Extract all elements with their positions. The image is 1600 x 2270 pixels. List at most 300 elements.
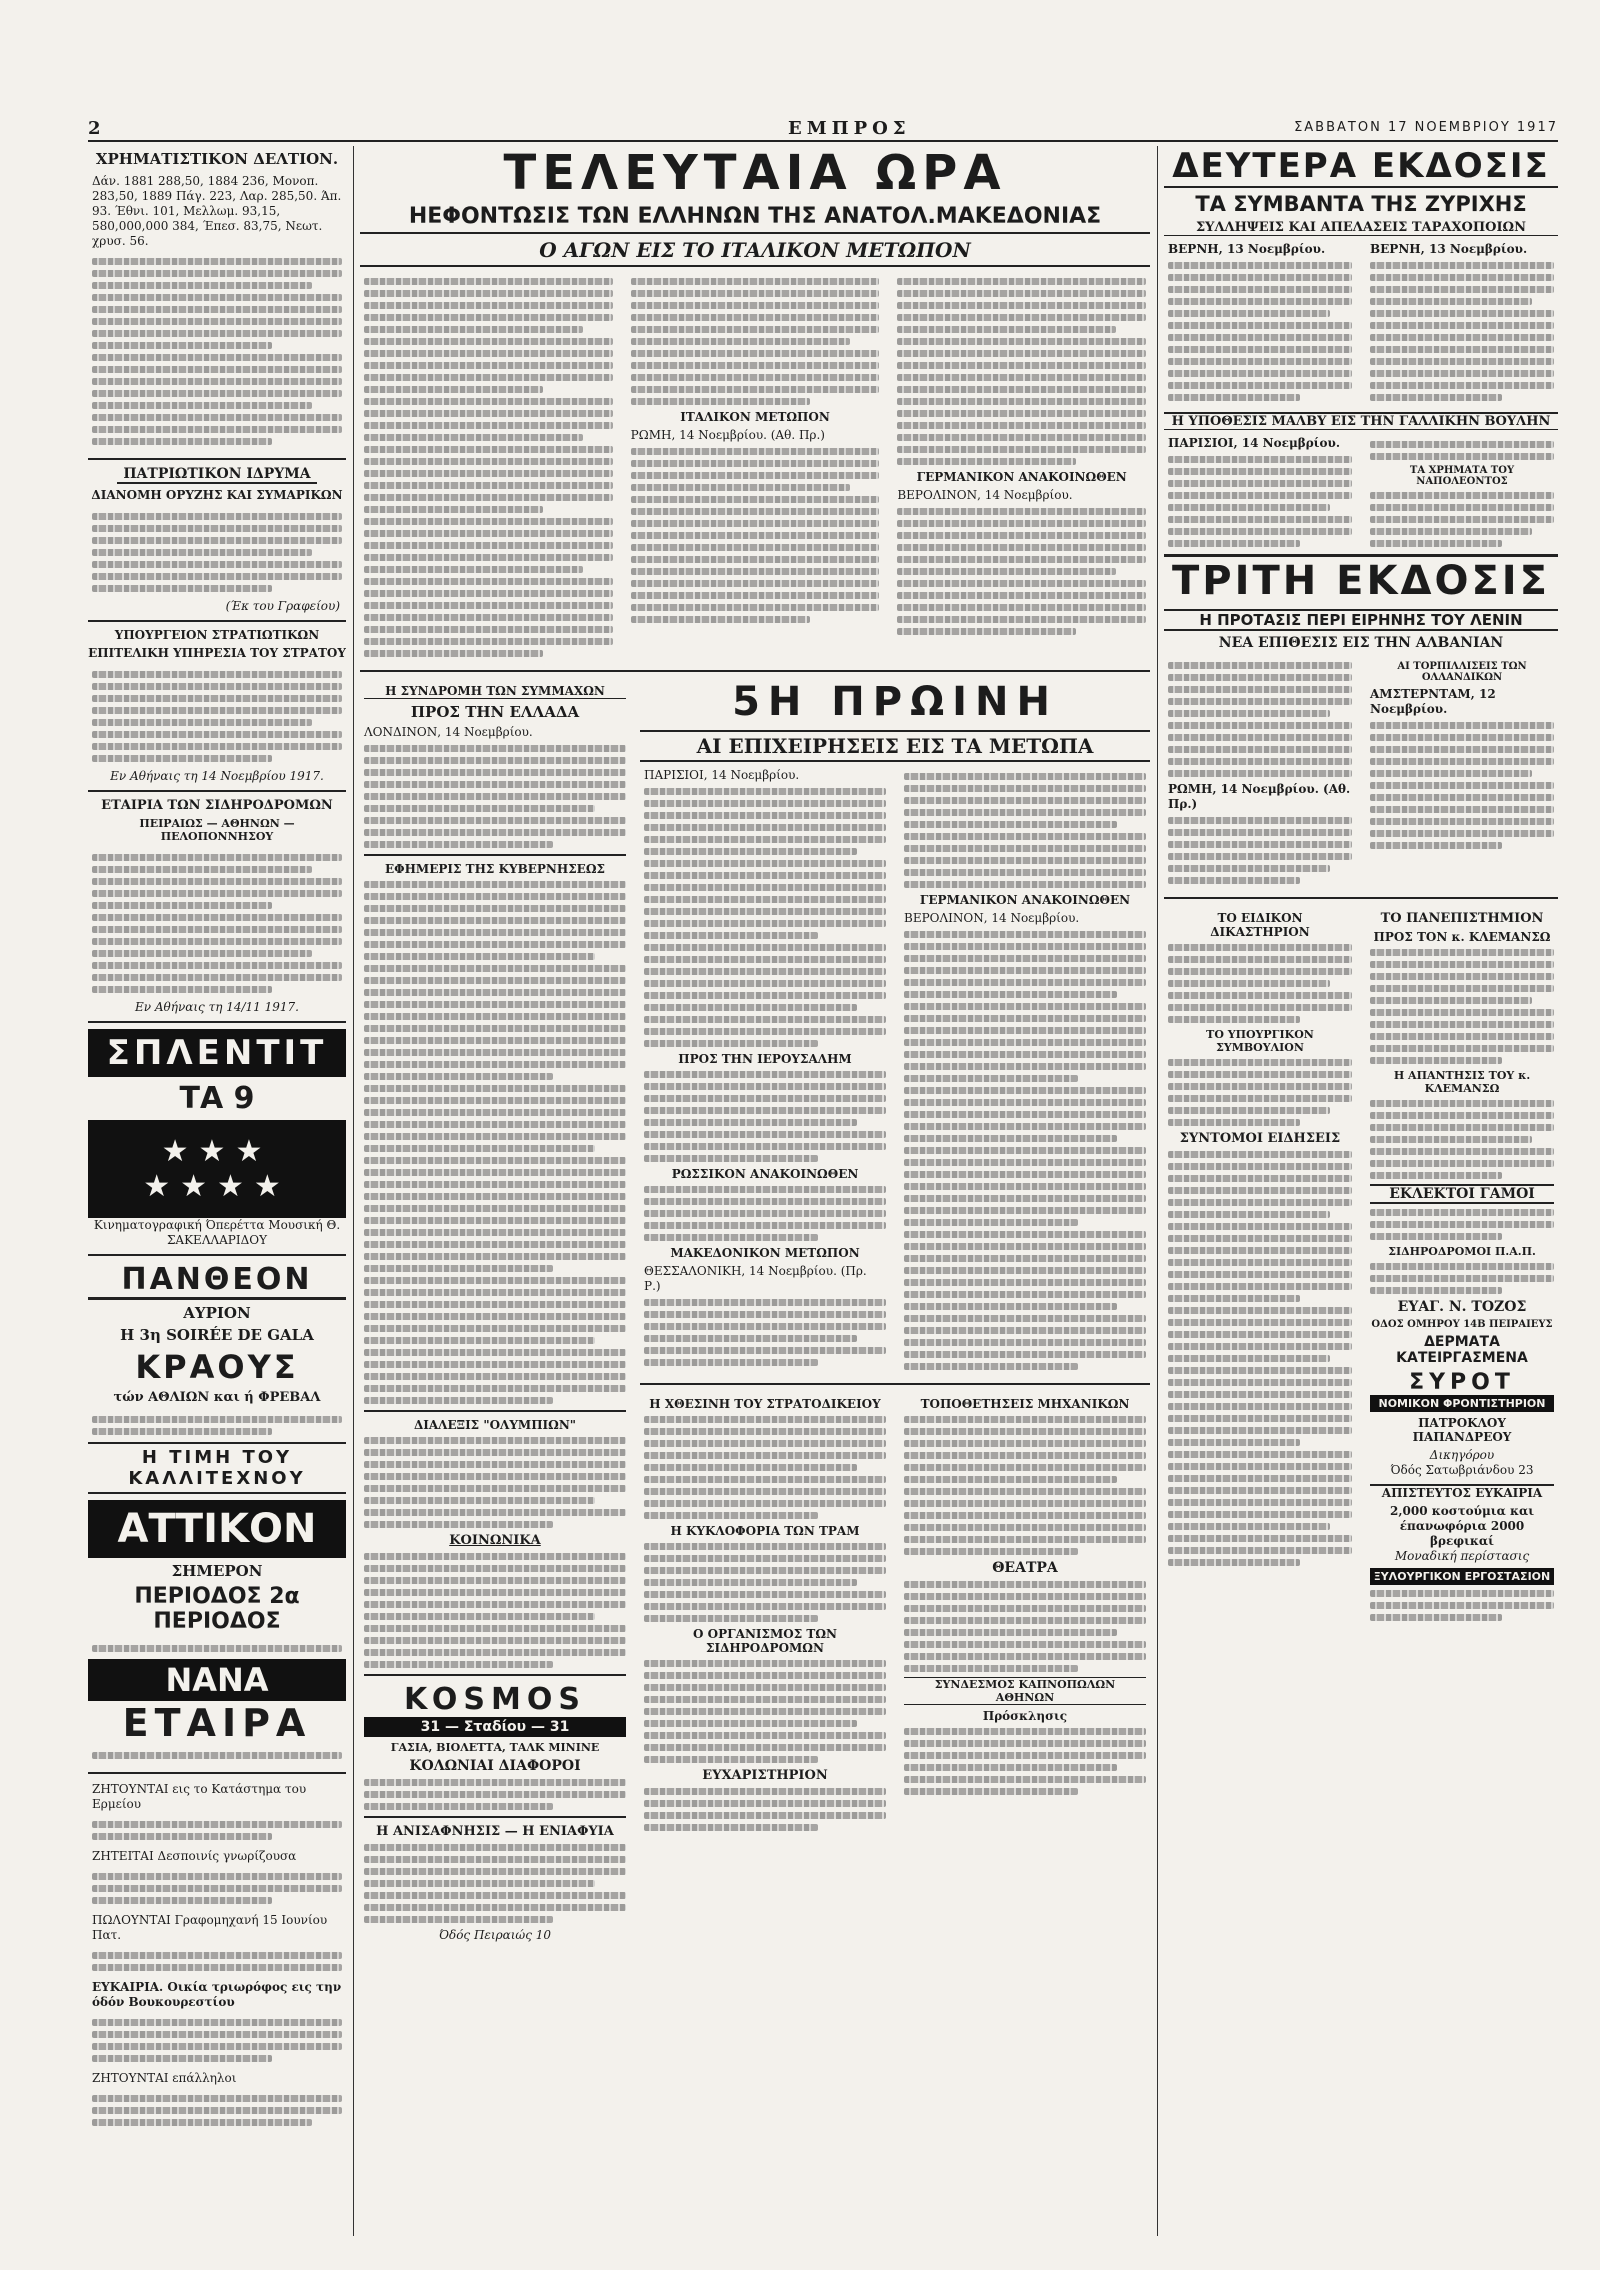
text-line <box>1168 456 1352 463</box>
text-line <box>644 1660 886 1667</box>
text-line <box>644 1603 886 1610</box>
street-address: Όδός Πειραιώς 10 <box>438 1928 552 1942</box>
edition-subtitle: ΑΙ ΕΠΙΧΕΙΡΗΣΕΙΣ ΕΙΣ ΤΑ ΜΕΤΩΠΑ <box>640 730 1150 762</box>
text-line <box>644 1155 818 1162</box>
text-line <box>1370 1209 1554 1216</box>
text-line <box>1168 1271 1352 1278</box>
text-line <box>364 1373 626 1380</box>
text-line <box>644 1756 818 1763</box>
university-title: ΤΟ ΠΑΝΕΠΙΣΤΗΜΙΟΝ <box>1380 911 1544 926</box>
text-line <box>904 1219 1078 1226</box>
text-line <box>904 1075 1078 1082</box>
classified-1: ΖΗΤΟΥΝΤΑΙ εις το Κατάστημα του Ερμείου <box>92 1782 307 1811</box>
text-line <box>1168 1071 1352 1078</box>
text-line <box>1168 1391 1352 1398</box>
lawyer-ad-name: ΠΑΤΡΟΚΛΟΥ ΠΑΠΑΝΔΡΕΟΥ <box>1412 1416 1512 1444</box>
text-line <box>904 1303 1117 1310</box>
text-line <box>631 592 880 599</box>
text-line <box>92 270 342 277</box>
text-line <box>904 1183 1146 1190</box>
special-court-title: ΤΟ ΕΙΔΙΚΟΝ ΔΙΚΑΣΤΗΡΙΟΝ <box>1210 911 1310 939</box>
russian-communique-title: ΡΩΣΣΙΚΟΝ ΑΝΑΚΟΙΝΩΘΕΝ <box>671 1167 859 1181</box>
text-line <box>364 817 626 824</box>
text-line <box>364 326 583 333</box>
text-line <box>1168 274 1352 281</box>
text-line <box>1168 1247 1352 1254</box>
splendid-ad-time: ΤΑ 9 <box>179 1081 255 1116</box>
center-left-subcolumn <box>360 678 630 1945</box>
text-line <box>1168 853 1352 860</box>
text-line <box>644 1299 886 1306</box>
text-line <box>904 955 1146 962</box>
text-line <box>904 1171 1146 1178</box>
text-line <box>364 302 613 309</box>
text-line <box>364 1061 626 1068</box>
text-line <box>1168 1175 1352 1182</box>
text-line <box>1168 346 1352 353</box>
text-line <box>364 1791 626 1798</box>
text-line <box>1168 1415 1352 1422</box>
text-line <box>644 1416 886 1423</box>
text-line <box>904 1243 1146 1250</box>
text-line <box>364 1013 626 1020</box>
text-line <box>1370 274 1554 281</box>
text-line <box>1168 686 1352 693</box>
text-line <box>1370 322 1554 329</box>
text-line <box>904 1536 1146 1543</box>
torpedoes-title: ΑΙ ΤΟΡΠΙΛΛΙΣΕΙΣ ΤΩΝ ΟΛΛΑΝΔΙΚΩΝ <box>1397 661 1527 683</box>
text-line <box>364 1521 553 1528</box>
text-line <box>364 1601 626 1608</box>
main-subheadline-2: Ο ΑΓΩΝ ΕΙΣ ΤΟ ΙΤΑΛΙΚΟΝ ΜΕΤΩΠΟΝ <box>360 238 1150 267</box>
text-line <box>897 422 1146 429</box>
kosmos-ad-items: ΓΑΣΙΑ, ΒΙΟΛΕΤΤΑ, ΤΑΛΚ ΜΙΝΙΝΕ <box>390 1741 600 1754</box>
text-line <box>92 306 342 313</box>
text-line <box>904 1464 1146 1471</box>
text-line <box>92 707 342 714</box>
newspaper-name: ΕΜΠΡΟΣ <box>788 118 911 139</box>
text-line <box>364 638 613 645</box>
text-line <box>1168 1235 1352 1242</box>
text-line <box>904 1063 1146 1070</box>
text-line <box>92 2107 342 2114</box>
text-line <box>364 554 613 561</box>
text-line <box>364 829 626 836</box>
text-line <box>904 1255 1146 1262</box>
text-line <box>92 950 312 957</box>
text-line <box>364 434 583 441</box>
text-line <box>631 374 880 381</box>
text-line <box>897 616 1146 623</box>
text-line <box>364 314 613 321</box>
text-line <box>644 1732 886 1739</box>
text-line <box>904 1039 1146 1046</box>
text-line <box>92 354 342 361</box>
text-line <box>631 568 880 575</box>
text-line <box>364 745 626 752</box>
text-line <box>364 1157 626 1164</box>
text-line <box>1168 829 1352 836</box>
text-line <box>1370 1033 1554 1040</box>
zurich-headline: ΤΑ ΣΥΜΒΑΝΤΑ ΤΗΣ ΖΥΡΙΧΗΣ <box>1195 192 1527 216</box>
text-line <box>644 1812 886 1819</box>
text-line <box>897 592 1146 599</box>
text-line <box>1168 1151 1352 1158</box>
text-line <box>1370 1172 1502 1179</box>
text-line <box>904 1135 1117 1142</box>
text-line <box>631 326 880 333</box>
text-line <box>1370 453 1554 460</box>
text-line <box>644 884 886 891</box>
text-line <box>644 1428 886 1435</box>
text-line <box>1168 1355 1330 1362</box>
text-line <box>904 1111 1146 1118</box>
text-line <box>1168 1523 1330 1530</box>
ministry-subtitle: ΕΠΙΤΕΛΙΚΗ ΥΠΗΡΕΣΙΑ ΤΟΥ ΣΤΡΑΤΟΥ <box>88 646 346 660</box>
text-line <box>364 422 613 429</box>
text-line <box>364 965 626 972</box>
text-line <box>92 402 312 409</box>
text-line <box>644 836 886 843</box>
syrot-ad-title: ΣΥΡΟΤ <box>1409 1370 1515 1395</box>
text-line <box>364 1217 626 1224</box>
text-line <box>1168 310 1330 317</box>
text-line <box>631 556 880 563</box>
text-line <box>904 1440 1146 1447</box>
napoleon-money-title: ΤΑ ΧΡΗΜΑΤΑ ΤΟΥ ΝΑΠΟΛΕΟΝΤΟΣ <box>1409 465 1515 487</box>
text-line <box>631 532 880 539</box>
announce-title: Πρόσκλησις <box>982 1709 1068 1723</box>
text-line <box>897 434 1146 441</box>
text-line <box>1168 1059 1352 1066</box>
text-line <box>1370 1590 1554 1597</box>
text-line <box>364 917 626 924</box>
pantheon-ad-day: ΑΥΡΙΟΝ <box>183 1304 251 1322</box>
text-line <box>1370 758 1554 765</box>
tozos-ad-address: ΟΔΟΣ ΟΜΗΡΟΥ 14Β ΠΕΙΡΑΙΕΥΣ <box>1371 1319 1553 1330</box>
text-line <box>364 1856 626 1863</box>
malvy-headline: Η ΥΠΟΘΕΣΙΣ ΜΑΛΒΥ ΕΙΣ ΤΗΝ ΓΑΛΛΙΚΗΝ ΒΟΥΛΗΝ <box>1164 412 1558 430</box>
text-line <box>631 460 880 467</box>
splendid-ad-title: ΣΠΛΕΝΤΙΤ <box>88 1029 346 1077</box>
text-line <box>1370 1045 1554 1052</box>
text-line <box>631 520 880 527</box>
text-line <box>364 1844 626 1851</box>
text-line <box>644 1708 886 1715</box>
text-line <box>644 1500 886 1507</box>
text-line <box>644 1615 818 1622</box>
text-line <box>904 1488 1146 1495</box>
lawyer-ad-address: Όδός Σατωβριάνδου 23 <box>1390 1463 1534 1477</box>
text-line <box>1370 346 1554 353</box>
text-line <box>631 496 880 503</box>
text-line <box>904 1653 1146 1660</box>
text-line <box>364 542 613 549</box>
leather-ad-title: ΔΕΡΜΑΤΑ ΚΑΤΕΙΡΓΑΣΜΕΝΑ <box>1396 1334 1528 1366</box>
text-line <box>1370 262 1554 269</box>
text-line <box>1168 817 1352 824</box>
text-line <box>904 1641 1146 1648</box>
text-line <box>904 1351 1146 1358</box>
text-line <box>1168 1119 1300 1126</box>
text-line <box>364 1613 595 1620</box>
text-line <box>92 1416 342 1423</box>
albania-headline: ΝΕΑ ΕΠΙΘΕΣΙΣ ΕΙΣ ΤΗΝ ΑΛΒΑΝΙΑΝ <box>1218 635 1504 651</box>
text-line <box>1370 818 1554 825</box>
text-line <box>1168 1343 1352 1350</box>
text-line <box>644 908 886 915</box>
text-line <box>1168 944 1352 951</box>
text-line <box>644 1512 818 1519</box>
text-line <box>1370 770 1532 777</box>
text-line <box>904 1015 1146 1022</box>
thanks-title: ΕΥΧΑΡΙΣΤΗΡΙΟΝ <box>702 1768 828 1783</box>
text-line <box>1370 734 1554 741</box>
text-line <box>644 872 886 879</box>
text-line <box>364 1253 626 1260</box>
text-line <box>364 1868 626 1875</box>
bern-dateline-2: ΒΕΡΝΗ, 13 Νοεμβρίου. <box>1370 242 1528 256</box>
text-line <box>631 448 880 455</box>
text-line <box>364 374 613 381</box>
text-line <box>364 1565 626 1572</box>
text-line <box>904 869 1146 876</box>
classified-2: ΖΗΤΕΙΤΑΙ Δεσποινίς γνωρίζουσα <box>92 1849 297 1863</box>
text-line <box>364 1916 553 1923</box>
text-line <box>364 506 543 513</box>
university-subtitle: ΠΡΟΣ ΤΟΝ κ. ΚΛΕΜΑΝΣΩ <box>1373 930 1551 944</box>
text-line <box>1168 358 1352 365</box>
kosmos-ad-title: KOSMOS <box>404 1682 586 1717</box>
text-line <box>631 314 880 321</box>
text-line <box>364 1880 595 1887</box>
text-line <box>364 1661 553 1668</box>
text-line <box>904 1195 1146 1202</box>
text-line <box>92 962 342 969</box>
text-line <box>92 537 342 544</box>
text-line <box>92 390 342 397</box>
text-line <box>364 398 613 405</box>
text-line <box>1370 310 1554 317</box>
text-line <box>644 1311 886 1318</box>
text-line <box>644 848 857 855</box>
text-line <box>92 573 342 580</box>
text-line <box>364 1133 626 1140</box>
text-line <box>92 294 342 301</box>
text-line <box>904 797 1146 804</box>
text-line <box>644 1359 818 1366</box>
text-line <box>364 1001 626 1008</box>
text-line <box>1168 992 1352 999</box>
market-text: Δάν. 1881 288,50, 1884 236, Μονοπ. 283,50, 1889 Πάγ. 223, Λαρ. 285,50. Άπ. 93. Έθνι. 101, Μελλωμ. 93,15, 580,000,000 384, Έπεσ. 83,75, Νεωτ. χρυσ. 56. <box>92 174 342 248</box>
railway-subtitle: ΠΕΙΡΑΙΩΣ — ΑΘΗΝΩΝ — ΠΕΛΟΠΟΝΝΗΣΟΥ <box>139 817 295 843</box>
text-line <box>92 330 342 337</box>
text-line <box>897 458 1076 465</box>
attikon-ad-title: ΑΤΤΙΚΟΝ <box>88 1500 346 1558</box>
text-line <box>1370 1148 1554 1155</box>
text-line <box>1370 492 1554 499</box>
patriotic-signature: (Έκ του Γραφείου) <box>225 599 340 613</box>
text-line <box>904 1267 1146 1274</box>
text-line <box>631 484 850 491</box>
text-line <box>92 902 272 909</box>
text-line <box>1370 358 1554 365</box>
text-line <box>1168 1439 1300 1446</box>
text-line <box>644 1016 886 1023</box>
text-line <box>364 494 613 501</box>
main-headline: ΤΕΛΕΥΤΑΙΑ ΩΡΑ <box>503 146 1007 201</box>
text-line <box>897 410 1146 417</box>
pantheon-ad-title: ΠΑΝΘΕΟΝ <box>88 1262 346 1300</box>
artist-honor-ad: Η ΤΙΜΗ ΤΟΥ ΚΑΛΛΙΤΕΧΝΟΥ <box>88 1442 346 1494</box>
text-line <box>904 1452 1146 1459</box>
text-line <box>644 1119 857 1126</box>
workshop-ad-title: ΞΥΛΟΥΡΓΙΚΟΝ ΕΡΓΟΣΤΑΣΙΟΝ <box>1370 1568 1554 1585</box>
text-line <box>92 695 342 702</box>
london-dateline: ΛΟΝΔΙΝΟΝ, 14 Νοεμβρίου. <box>364 725 533 739</box>
text-line <box>364 1649 626 1656</box>
text-line <box>644 1335 857 1342</box>
newspaper-page <box>88 118 1558 2238</box>
text-line <box>1370 1009 1554 1016</box>
railway-date: Εν Αθήναις τη 14/11 1917. <box>135 1000 299 1014</box>
anisocomion-title: Η ΑΝΙΣΑΦΝΗΣΙΣ — Η ΕΝΙΑΦΥΙΑ <box>376 1824 614 1839</box>
text-line <box>897 338 1146 345</box>
text-line <box>897 398 1146 405</box>
text-line <box>364 1349 626 1356</box>
text-line <box>904 1315 1146 1322</box>
text-line <box>92 1428 272 1435</box>
text-line <box>644 1672 886 1679</box>
text-line <box>897 326 1116 333</box>
text-line <box>92 561 342 568</box>
text-line <box>1370 1287 1502 1294</box>
text-line <box>92 414 342 421</box>
text-line <box>1370 973 1554 980</box>
text-line <box>904 1416 1146 1423</box>
text-line <box>364 1553 626 1560</box>
text-line <box>1168 468 1352 475</box>
text-line <box>1168 968 1352 975</box>
text-line <box>1168 1559 1300 1566</box>
second-edition-banner: ΔΕΥΤΕΡΑ ΕΚΔΟΣΙΣ <box>1164 146 1558 188</box>
text-line <box>904 1617 1146 1624</box>
text-line <box>904 1476 1117 1483</box>
text-line <box>364 1145 595 1152</box>
text-line <box>1370 746 1554 753</box>
text-line <box>631 362 880 369</box>
text-line <box>644 1107 886 1114</box>
text-line <box>631 580 880 587</box>
column-rule <box>353 146 354 2236</box>
text-line <box>897 604 1146 611</box>
tobacco-union-title: ΣΥΝΔΕΣΜΟΣ ΚΑΠΝΟΠΩΛΩΝ ΑΘΗΝΩΝ <box>904 1677 1146 1705</box>
text-line <box>631 302 880 309</box>
classified-5: ΖΗΤΟΥΝΤΑΙ επάλληλοι <box>92 2071 237 2085</box>
text-line <box>1370 394 1502 401</box>
text-line <box>1168 1211 1330 1218</box>
text-line <box>904 1339 1146 1346</box>
splendid-ad-stars: ★★★ ★★★★ <box>88 1120 346 1218</box>
text-line <box>1370 370 1554 377</box>
text-line <box>364 614 613 621</box>
text-line <box>1168 1319 1352 1326</box>
text-line <box>1168 1083 1352 1090</box>
text-line <box>904 1629 1117 1636</box>
text-line <box>1168 1511 1352 1518</box>
text-line <box>364 578 613 585</box>
patriotic-subtitle: ΔΙΑΝΟΜΗ ΟΡΥΖΗΣ ΚΑΙ ΣΥΜΑΡΙΚΩΝ <box>91 488 343 502</box>
text-line <box>92 318 342 325</box>
text-line <box>1168 1487 1352 1494</box>
text-line <box>904 1524 1146 1531</box>
text-line <box>364 530 613 537</box>
text-line <box>92 2031 342 2038</box>
cabinet-title: ΤΟ ΥΠΟΥΡΓΙΚΟΝ ΣΥΜΒΟΥΛΙΟΝ <box>1206 1028 1314 1054</box>
text-line <box>644 896 886 903</box>
text-line <box>1168 480 1352 487</box>
text-line <box>1370 1057 1502 1064</box>
splendid-ad-caption: Κινηματογραφική Όπερέττα Μουσική Θ. ΣΑΚΕΛΛΑΡΙΔΟΥ <box>93 1218 341 1247</box>
text-line <box>631 398 810 405</box>
text-line <box>644 1488 886 1495</box>
text-line <box>644 1040 818 1047</box>
lectures-title: ΔΙΑΛΕΞΙΣ "ΟΛΥΜΠΙΩΝ" <box>413 1418 577 1432</box>
text-line <box>631 472 880 479</box>
text-line <box>92 2043 342 2050</box>
text-line <box>904 785 1146 792</box>
text-line <box>364 781 626 788</box>
text-line <box>644 1824 818 1831</box>
bern-dateline: ΒΕΡΝΗ, 13 Νοεμβρίου. <box>1168 242 1326 256</box>
text-line <box>1370 528 1532 535</box>
text-line <box>364 1241 626 1248</box>
text-line <box>904 1548 1078 1555</box>
text-line <box>364 626 613 633</box>
text-line <box>364 1497 595 1504</box>
text-line <box>644 1696 886 1703</box>
text-line <box>1168 1259 1352 1266</box>
arrests-subheadline: ΣΥΛΛΗΨΕΙΣ ΚΑΙ ΑΠΕΛΑΣΕΙΣ ΤΑΡΑΧΟΠΟΙΩΝ <box>1164 220 1558 236</box>
text-line <box>364 650 543 657</box>
text-line <box>364 1485 626 1492</box>
text-line <box>904 845 1146 852</box>
text-line <box>1168 722 1352 729</box>
text-line <box>364 566 583 573</box>
text-line <box>904 1665 1078 1672</box>
text-line <box>92 2019 342 2026</box>
lawyer-ad-title: ΝΟΜΙΚΟΝ ΦΡΟΝΤΙΣΤΗΡΙΟΝ <box>1370 1395 1554 1412</box>
text-line <box>904 1500 1146 1507</box>
text-line <box>1370 949 1554 956</box>
text-line <box>364 1461 626 1468</box>
text-line <box>631 616 810 623</box>
text-line <box>644 1222 886 1229</box>
deal-ad-subtitle: Μοναδική περίστασις <box>1394 1549 1530 1563</box>
text-line <box>1370 1100 1554 1107</box>
text-line <box>1370 985 1554 992</box>
text-line <box>904 1428 1146 1435</box>
text-line <box>631 544 880 551</box>
railway-org-title: Ο ΟΡΓΑΝΙΣΜΟΣ ΤΩΝ ΣΙΔΗΡΟΔΡΟΜΩΝ <box>693 1627 837 1655</box>
text-line <box>904 1207 1146 1214</box>
text-line <box>897 290 1146 297</box>
text-line <box>644 1210 886 1217</box>
text-line <box>92 755 272 762</box>
text-line <box>1370 1602 1554 1609</box>
text-line <box>897 374 1146 381</box>
text-line <box>1168 1403 1352 1410</box>
